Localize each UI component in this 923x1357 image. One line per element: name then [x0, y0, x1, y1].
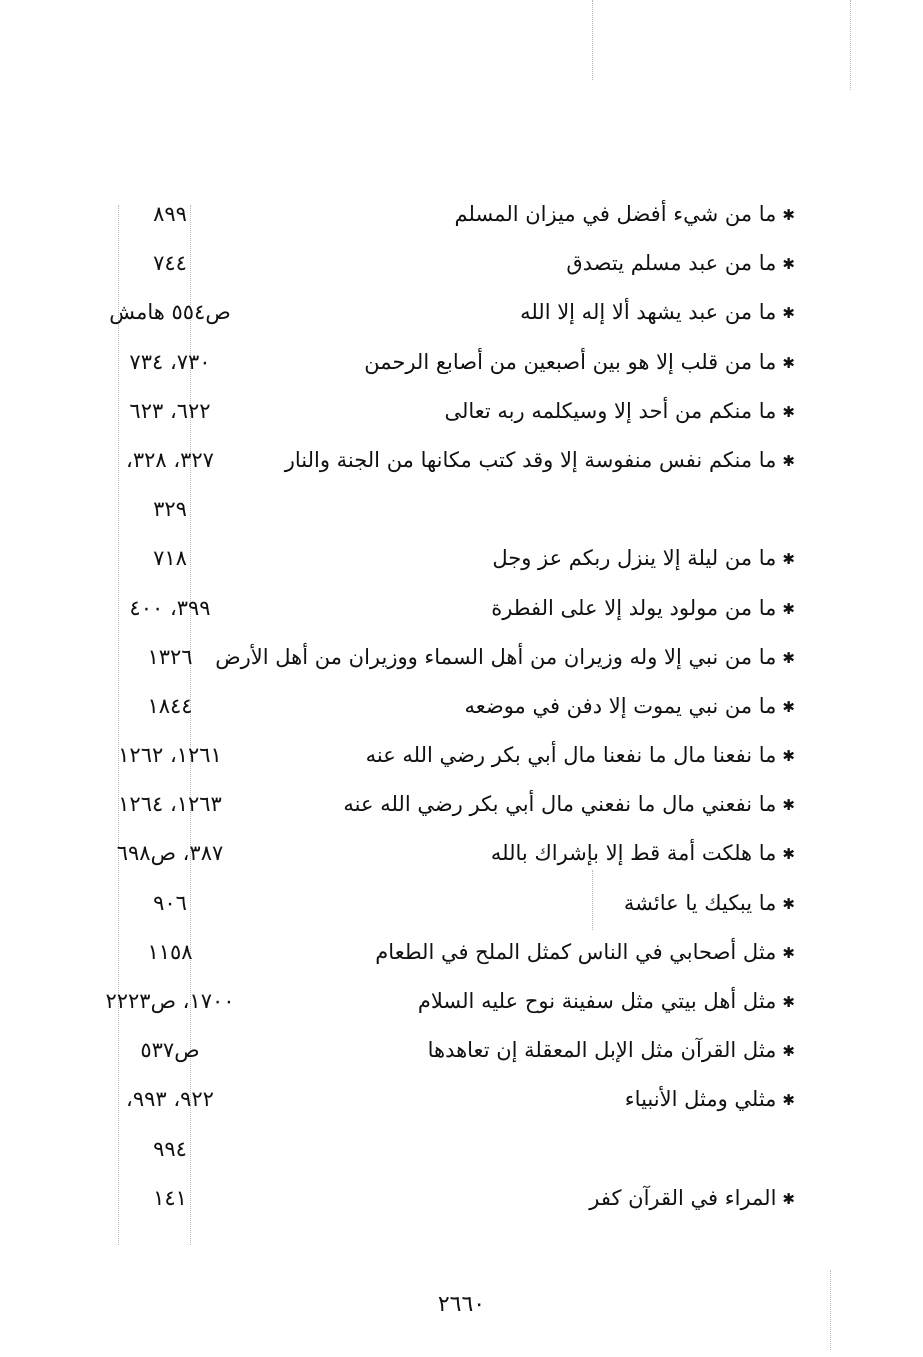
- entry-reference: ١١٥٨: [147, 939, 193, 964]
- hadith-index-list: [0, 196, 923, 1229]
- index-entry: [0, 540, 923, 589]
- scan-dotted-line: [592, 0, 593, 80]
- entry-text: ✱ المراء في القرآن كفر: [589, 1186, 795, 1210]
- entry-text: ✱ ما منكم من أحد إلا وسيكلمه ربه تعالى: [444, 399, 795, 423]
- index-entry: [0, 1180, 923, 1229]
- index-entry: [0, 835, 923, 884]
- index-entry: [0, 294, 923, 343]
- index-entry: [0, 442, 923, 491]
- entry-reference: ١٧٠٠، ص٢٢٢٣: [105, 989, 235, 1013]
- index-entry: [0, 1032, 923, 1081]
- index-entry: [0, 491, 923, 540]
- index-entry: [0, 245, 923, 294]
- entry-text: ✱ ما من عبد يشهد ألا إله إلا الله: [520, 300, 795, 324]
- entry-reference: ٩٢٢، ٩٩٣،: [126, 1087, 214, 1112]
- entry-reference: ١٨٤٤: [147, 693, 193, 718]
- entry-text: ✱ ما نفعنا مال ما نفعنا مال أبي بكر رضي الله عنه: [366, 743, 795, 767]
- entry-reference: ٩٠٦: [153, 890, 187, 915]
- index-entry: [0, 983, 923, 1032]
- page-number: ٢٦٦٠: [437, 1292, 486, 1317]
- entry-text: ✱ مثل أصحابي في الناس كمثل الملح في الطعام: [375, 940, 795, 964]
- entry-reference: ١٤١: [153, 1185, 187, 1210]
- scan-dotted-line: [850, 0, 851, 90]
- entry-reference: ٨٩٩: [153, 202, 187, 226]
- entry-reference: ٩٩٤: [153, 1136, 187, 1161]
- entry-text: ✱ مثلي ومثل الأنبياء: [625, 1087, 795, 1111]
- entry-reference: ص٥٥٤ هامش: [109, 300, 231, 325]
- entry-reference: ٣٩٩، ٤٠٠: [129, 595, 211, 620]
- entry-reference: ٣٢٧، ٣٢٨،: [126, 447, 214, 472]
- index-entry: [0, 934, 923, 983]
- entry-reference: ١٢٦٣، ١٢٦٤: [118, 792, 222, 817]
- entry-reference: ص٥٣٧: [140, 1038, 200, 1063]
- entry-reference: ١٢٦١، ١٢٦٢: [118, 743, 222, 768]
- entry-text: ✱ ما من ليلة إلا ينزل ربكم عز وجل: [492, 546, 795, 570]
- entry-text: ✱ ما هلكت أمة قط إلا بإشراك بالله: [491, 841, 795, 865]
- index-entry: [0, 1081, 923, 1130]
- entry-text: ✱ ما من قلب إلا هو بين أصبعين من أصابع الرحمن: [364, 350, 795, 374]
- entry-reference: ٧٣٠، ٧٣٤: [129, 349, 211, 374]
- index-entry: [0, 639, 923, 688]
- index-entry: [0, 688, 923, 737]
- entry-reference: ٣٨٧، ص٦٩٨: [116, 841, 224, 866]
- entry-text: ✱ ما منكم نفس منفوسة إلا وقد كتب مكانها من الجنة والنار: [285, 448, 795, 472]
- entry-reference: ٧٤٤: [153, 251, 187, 276]
- entry-reference: ٣٢٩: [153, 497, 187, 522]
- entry-text: ✱ ما يبكيك يا عائشة: [624, 891, 795, 915]
- index-entry: [0, 786, 923, 835]
- entry-text: ✱ ما من شيء أفضل في ميزان المسلم: [455, 202, 795, 226]
- entry-text: ✱ ما من نبي يموت إلا دفن في موضعه: [464, 694, 795, 718]
- entry-reference: ٦٢٢، ٦٢٣: [129, 398, 211, 423]
- entry-reference: ١٣٢٦: [147, 644, 193, 669]
- index-entry: [0, 196, 923, 245]
- entry-text: ✱ ما من عبد مسلم يتصدق: [566, 251, 795, 275]
- entry-text: ✱ ما نفعني مال ما نفعني مال أبي بكر رضي الله عنه: [343, 792, 795, 816]
- index-entry: [0, 885, 923, 934]
- entry-text: ✱ ما من مولود يولد إلا على الفطرة: [491, 596, 795, 620]
- index-entry: [0, 1131, 923, 1180]
- entry-text: ✱ ما من نبي إلا وله وزيران من أهل السماء ووزيران من أهل الأرض: [215, 645, 795, 669]
- index-entry: [0, 344, 923, 393]
- index-entry: [0, 393, 923, 442]
- entry-reference: ٧١٨: [153, 546, 187, 571]
- entry-text: ✱ مثل القرآن مثل الإبل المعقلة إن تعاهدها: [428, 1038, 795, 1062]
- entry-text: ✱ مثل أهل بيتي مثل سفينة نوح عليه السلام: [418, 989, 795, 1013]
- index-entry: [0, 590, 923, 639]
- index-entry: [0, 737, 923, 786]
